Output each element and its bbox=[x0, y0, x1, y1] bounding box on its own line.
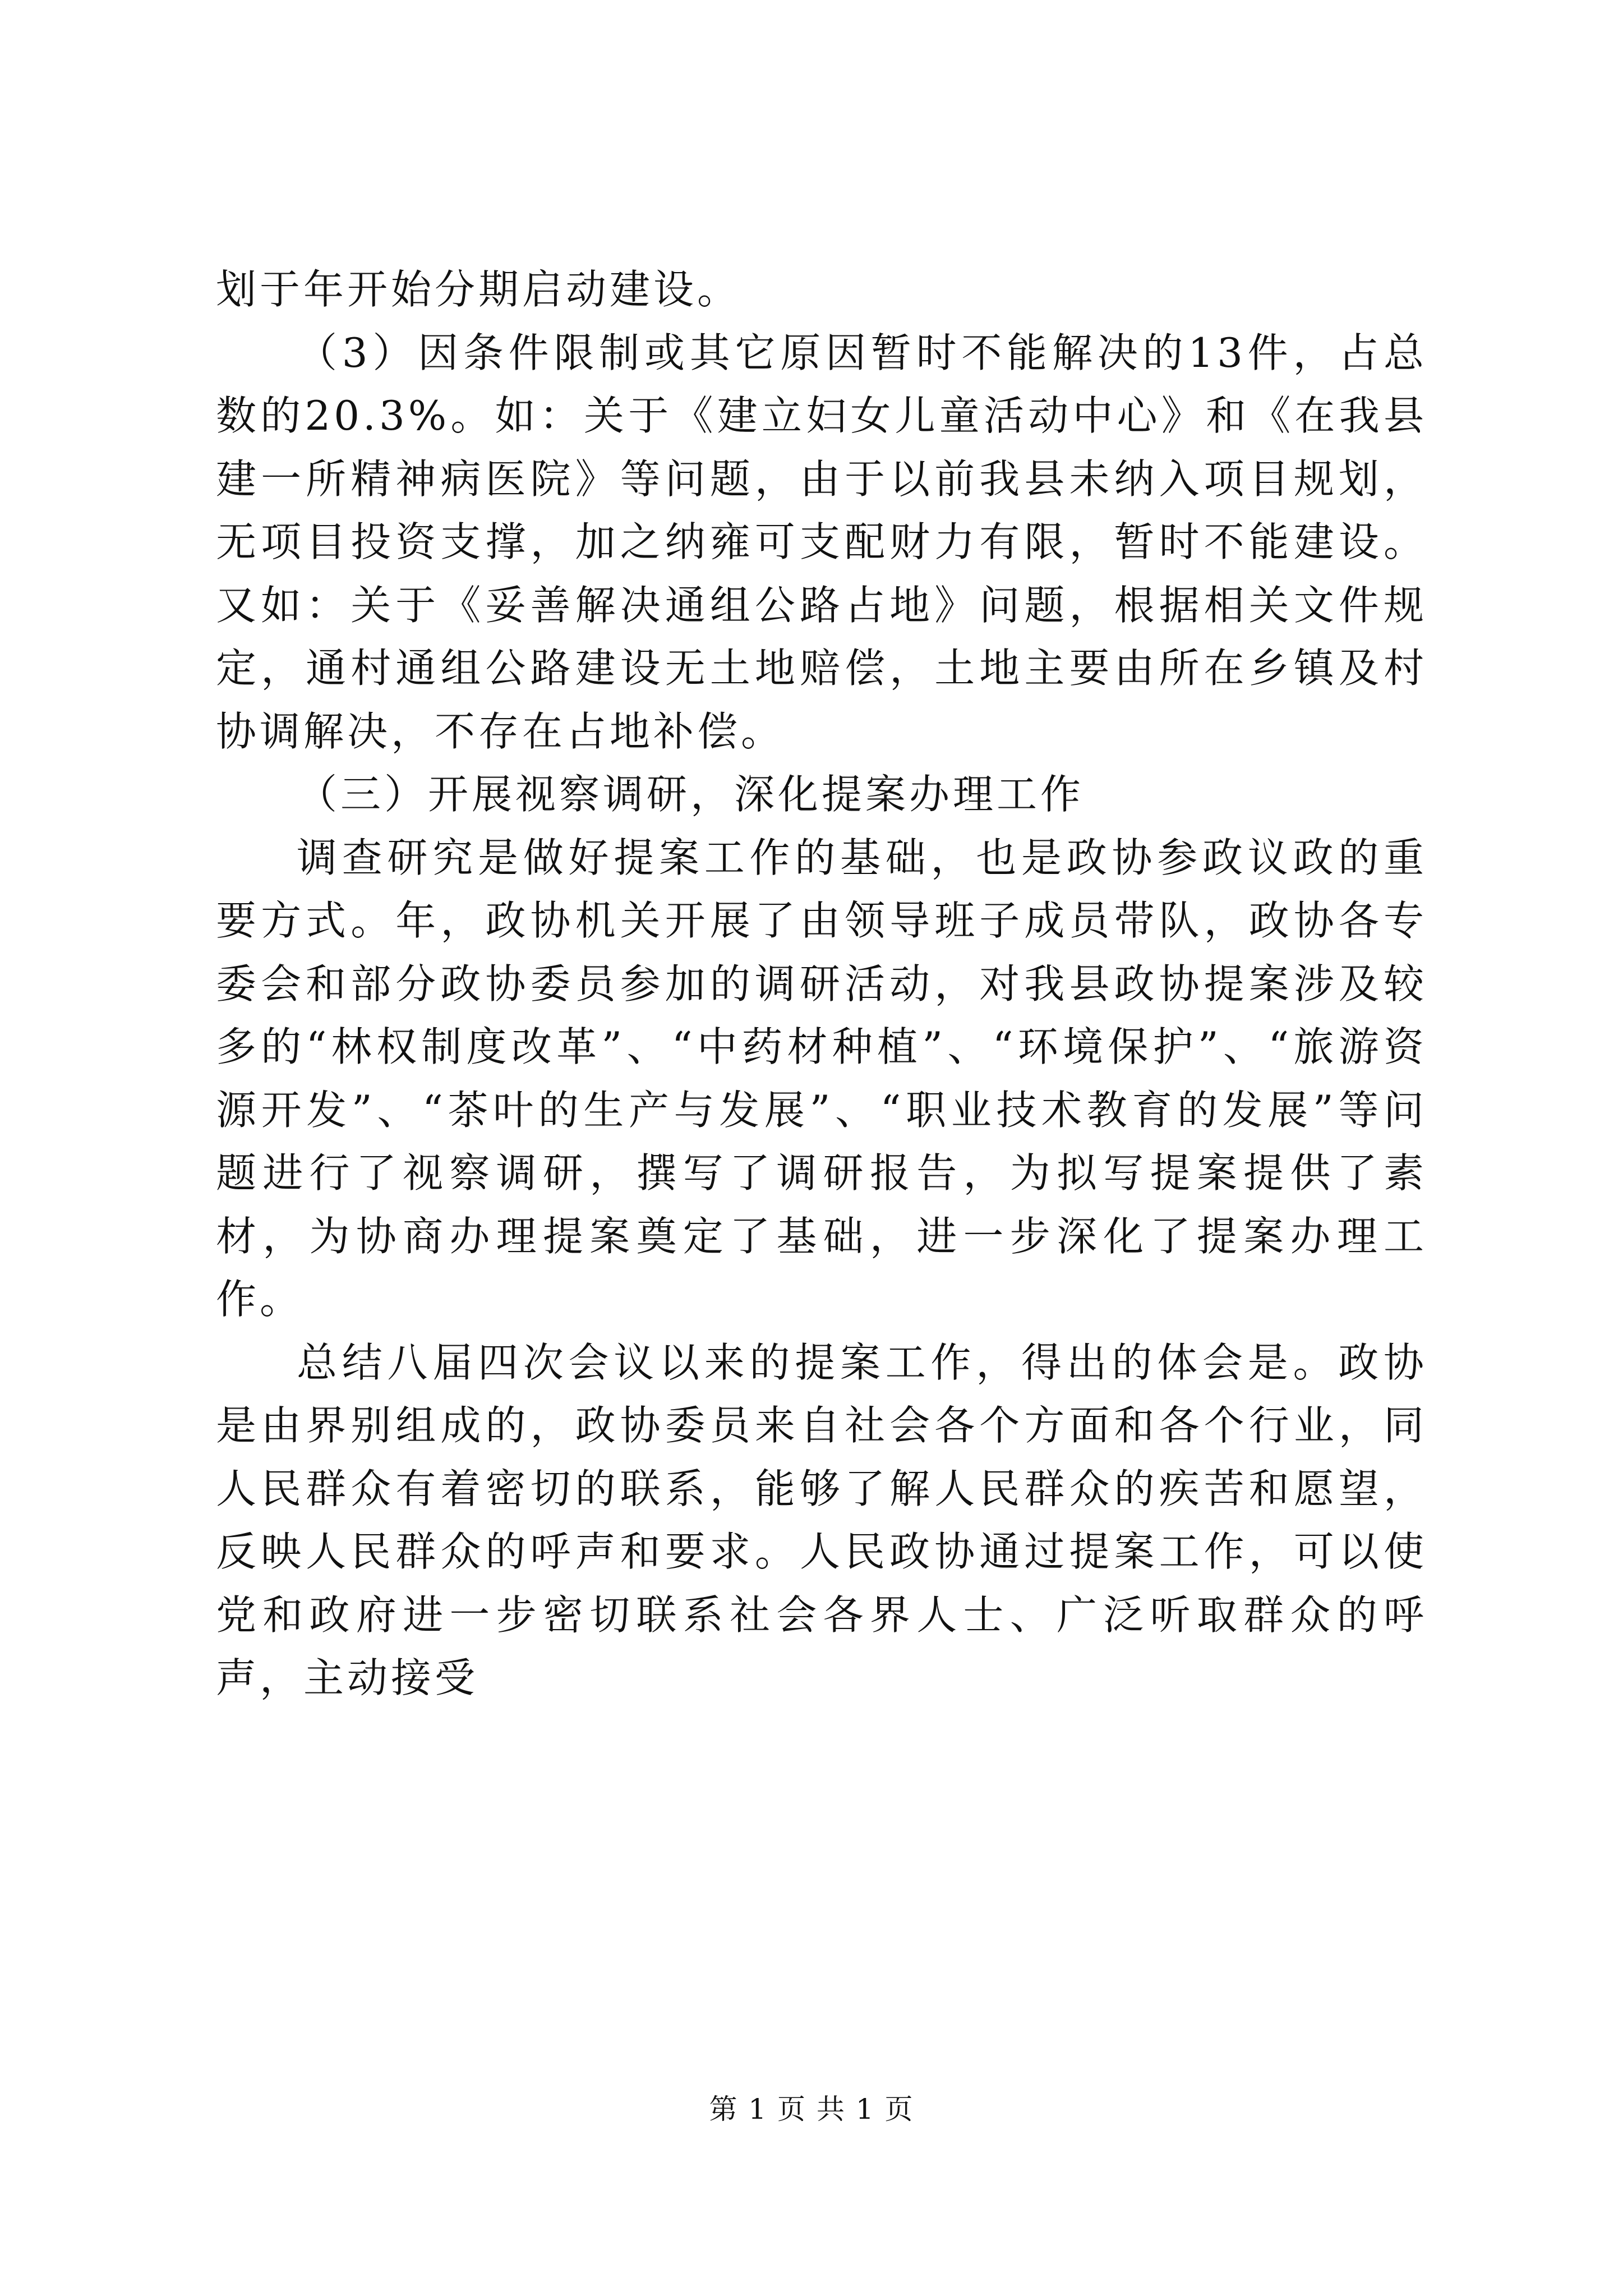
paragraph-research: 调查研究是做好提案工作的基础，也是政协参政议政的重要方式。年，政协机关开展了由领导班子成员带队，政协各专委会和部分政协委员参加的调研活动，对我县政协提案涉及较多的“林权制度改革”、“中药材种植”、“环境保护”、“旅游资源开发”、“茶叶的生产与发展”、“职业技术教育的发展”等问题进行了视察调研，撰写了调研报告，为拟写提案提供了素材，为协商办理提案奠定了基础，进一步深化了提案办理工作。 bbox=[216, 834, 1427, 1323]
paragraph-summary: 总结八届四次会议以来的提案工作，得出的体会是。政协是由界别组成的，政协委员来自社会各个方面和各个行业，同人民群众有着密切的联系，能够了解人民群众的疾苦和愿望，反映人民群众的呼声和要求。人民政协通过提案工作，可以使党和政府进一步密切联系社会各界人士、广泛听取群众的呼声，主动接受 bbox=[216, 1338, 1427, 1701]
page-footer: 第 1 页 共 1 页 bbox=[709, 2093, 914, 2125]
section-heading: （三）开展视察调研，深化提案办理工作 bbox=[297, 771, 1085, 818]
paragraph-item-3: （3）因条件限制或其它原因暂时不能解决的13件，占总数的20.3%。如：关于《建立妇女儿童活动中心》和《在我县建一所精神病医院》等问题，由于以前我县未纳入项目规划，无项目投资支撑，加之纳雍可支配财力有限，暂时不能建设。又如：关于《妥善解决通组公路占地》问题，根据相关文件规定，通村通组公路建设无土地赔偿，土地主要由所在乡镇及村协调解决，不存在占地补偿。 bbox=[216, 329, 1427, 755]
document-body bbox=[216, 258, 1427, 1710]
paragraph-continuation: 划于年开始分期启动建设。 bbox=[216, 266, 741, 313]
